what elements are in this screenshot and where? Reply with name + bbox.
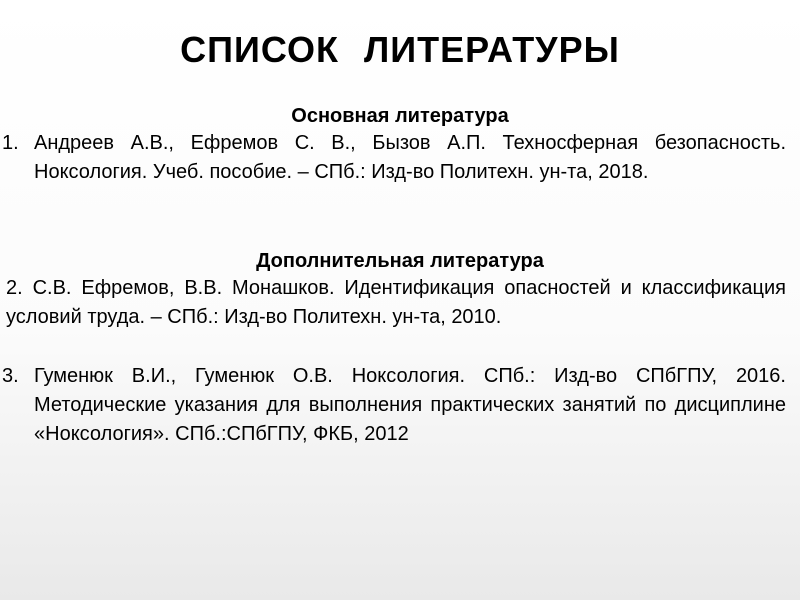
main-literature-heading: Основная литература — [291, 105, 509, 127]
page-title: СПИСОК ЛИТЕРАТУРЫ — [180, 29, 620, 70]
list-item — [2, 129, 786, 187]
list-item-number: 3. — [2, 365, 19, 387]
additional-literature-heading: Дополнительная литература — [256, 250, 544, 272]
list-item — [6, 274, 786, 332]
list-item-text: Андреев А.В., Ефремов С. В., Бызов А.П. Техносферная безопасность. Ноксология. Учеб. пособие. – СПб.: Изд-во Политехн. ун-та, 2018. — [34, 132, 786, 183]
list-item-text: Гуменюк В.И., Гуменюк О.В. Ноксология. СПб.: Изд-во СПбГПУ, 2016. Методические указания для выполнения практических занятий по дисциплине «Ноксология». СПб.:СПбГПУ, ФКБ, 2012 — [34, 365, 786, 445]
list-item-number: 1. — [2, 132, 19, 154]
list-item-number: 2. — [6, 277, 23, 299]
list-item-text: С.В. Ефремов, В.В. Монашков. Идентификация опасностей и классификация условий труда. – СПб.: Изд-во Политехн. ун-та, 2010. — [6, 277, 786, 328]
list-item — [2, 362, 786, 449]
